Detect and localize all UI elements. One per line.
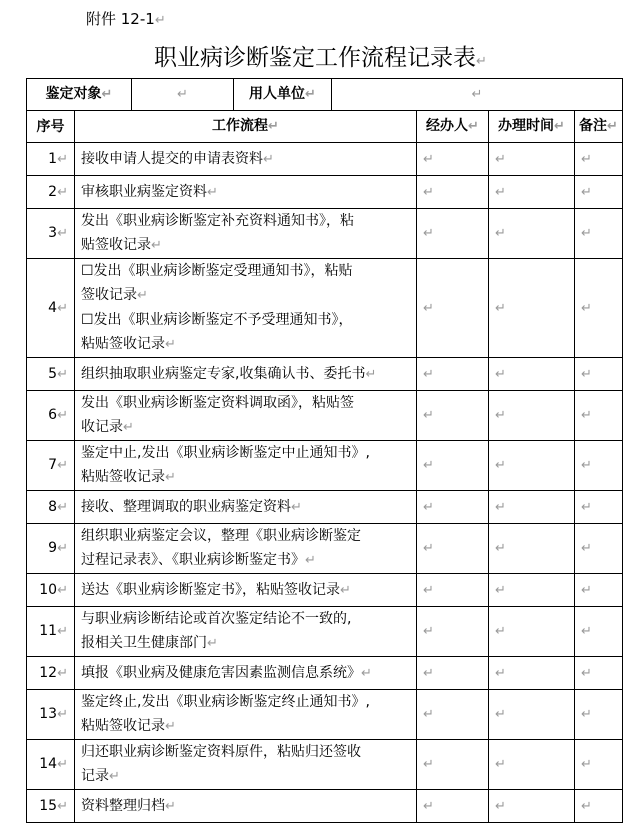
process-step: 填报《职业病及健康危害因素监测信息系统》↵ [75, 657, 417, 690]
time-cell[interactable]: ↵ [489, 441, 575, 491]
handler-cell[interactable]: ↵ [417, 209, 489, 259]
time-cell[interactable]: ↵ [489, 391, 575, 441]
table-row [27, 259, 623, 358]
handler-cell[interactable]: ↵ [417, 143, 489, 176]
row-number: 3↵ [27, 209, 75, 259]
process-step: 鉴定中止,发出《职业病诊断鉴定中止通知书》, 粘贴签收记录↵ [75, 441, 417, 491]
row-number: 6↵ [27, 391, 75, 441]
process-step: 资料整理归档↵ [75, 790, 417, 823]
row-number: 15↵ [27, 790, 75, 823]
time-cell[interactable]: ↵ [489, 790, 575, 823]
time-cell[interactable]: ↵ [489, 491, 575, 524]
note-cell[interactable]: ↵ [575, 690, 623, 740]
time-cell[interactable]: ↵ [489, 143, 575, 176]
time-cell[interactable]: ↵ [489, 176, 575, 209]
process-step: 归还职业病诊断鉴定资料原件，粘贴归还签收 记录↵ [75, 740, 417, 790]
table-row [27, 690, 623, 740]
handler-cell[interactable]: ↵ [417, 690, 489, 740]
time-cell[interactable]: ↵ [489, 524, 575, 574]
process-step: 与职业病诊断结论或首次鉴定结论不一致的, 报相关卫生健康部门↵ [75, 607, 417, 657]
handler-cell[interactable]: ↵ [417, 740, 489, 790]
employer-value-cell[interactable]: ↵ [332, 79, 623, 111]
process-step: ☐发出《职业病诊断鉴定受理通知书》，粘贴 签收记录↵ ☐发出《职业病诊断鉴定不予受理通知书》， 粘贴签收记录↵ [75, 259, 417, 358]
note-cell[interactable]: ↵ [575, 607, 623, 657]
time-cell[interactable]: ↵ [489, 607, 575, 657]
handler-cell[interactable]: ↵ [417, 607, 489, 657]
table-row [27, 524, 623, 574]
process-step: 审核职业病鉴定资料↵ [75, 176, 417, 209]
table-row [27, 391, 623, 441]
time-cell[interactable]: ↵ [489, 690, 575, 740]
row-number: 12↵ [27, 657, 75, 690]
table-row [27, 143, 623, 176]
col-header-process: 工作流程↵ [75, 111, 417, 143]
row-number: 11↵ [27, 607, 75, 657]
process-step: 发出《职业病诊断鉴定资料调取函》，粘贴签 收记录↵ [75, 391, 417, 441]
process-step: 接收、整理调取的职业病鉴定资料↵ [75, 491, 417, 524]
process-step: 鉴定终止,发出《职业病诊断鉴定终止通知书》, 粘贴签收记录↵ [75, 690, 417, 740]
process-step: 组织抽取职业病鉴定专家,收集确认书、委托书↵ [75, 358, 417, 391]
row-number: 5↵ [27, 358, 75, 391]
employer-label: 用人单位↵ [234, 79, 332, 111]
note-cell[interactable]: ↵ [575, 740, 623, 790]
process-step: 送达《职业病诊断鉴定书》，粘贴签收记录↵ [75, 574, 417, 607]
note-cell[interactable]: ↵ [575, 441, 623, 491]
table-row [27, 176, 623, 209]
time-cell[interactable]: ↵ [489, 574, 575, 607]
process-step: 组织职业病鉴定会议，整理《职业病诊断鉴定 过程记录表》、《职业病诊断鉴定书》↵ [75, 524, 417, 574]
handler-cell[interactable]: ↵ [417, 574, 489, 607]
table-row [27, 657, 623, 690]
handler-cell[interactable]: ↵ [417, 441, 489, 491]
note-cell[interactable]: ↵ [575, 176, 623, 209]
col-header-time: 办理时间↵ [489, 111, 575, 143]
subject-value-cell[interactable]: ↵ [132, 79, 234, 111]
handler-cell[interactable]: ↵ [417, 176, 489, 209]
row-number: 7↵ [27, 441, 75, 491]
table-row [27, 574, 623, 607]
handler-cell[interactable]: ↵ [417, 657, 489, 690]
handler-cell[interactable]: ↵ [417, 491, 489, 524]
note-cell[interactable]: ↵ [575, 524, 623, 574]
row-number: 2↵ [27, 176, 75, 209]
note-cell[interactable]: ↵ [575, 391, 623, 441]
table-row [27, 209, 623, 259]
time-cell[interactable]: ↵ [489, 657, 575, 690]
column-header-row [27, 111, 623, 143]
note-cell[interactable]: ↵ [575, 143, 623, 176]
note-cell[interactable]: ↵ [575, 574, 623, 607]
row-number: 14↵ [27, 740, 75, 790]
col-header-handler: 经办人↵ [417, 111, 489, 143]
workflow-table [26, 78, 623, 823]
row-number: 10↵ [27, 574, 75, 607]
time-cell[interactable]: ↵ [489, 259, 575, 358]
time-cell[interactable]: ↵ [489, 740, 575, 790]
table-row [27, 740, 623, 790]
process-step: 发出《职业病诊断鉴定补充资料通知书》，粘 贴签收记录↵ [75, 209, 417, 259]
note-cell[interactable]: ↵ [575, 491, 623, 524]
subject-label: 鉴定对象↵ [27, 79, 132, 111]
process-step: 接收申请人提交的申请表资料↵ [75, 143, 417, 176]
handler-cell[interactable]: ↵ [417, 391, 489, 441]
note-cell[interactable]: ↵ [575, 657, 623, 690]
note-cell[interactable]: ↵ [575, 358, 623, 391]
row-number: 1↵ [27, 143, 75, 176]
page-title: 职业病诊断鉴定工作流程记录表↵ [154, 45, 487, 71]
handler-cell[interactable]: ↵ [417, 259, 489, 358]
time-cell[interactable]: ↵ [489, 209, 575, 259]
attachment-label: 附件 12-1↵ [86, 10, 166, 28]
row-number: 9↵ [27, 524, 75, 574]
note-cell[interactable]: ↵ [575, 790, 623, 823]
table-row [27, 607, 623, 657]
note-cell[interactable]: ↵ [575, 209, 623, 259]
col-header-no: 序号 [27, 111, 75, 143]
table-row [27, 358, 623, 391]
note-cell[interactable]: ↵ [575, 259, 623, 358]
row-number: 4↵ [27, 259, 75, 358]
handler-cell[interactable]: ↵ [417, 524, 489, 574]
table-row [27, 441, 623, 491]
handler-cell[interactable]: ↵ [417, 790, 489, 823]
row-number: 13↵ [27, 690, 75, 740]
subject-row [27, 79, 623, 111]
table-row [27, 491, 623, 524]
col-header-note: 备注↵ [575, 111, 623, 143]
table-row [27, 790, 623, 823]
row-number: 8↵ [27, 491, 75, 524]
handler-cell[interactable]: ↵ [417, 358, 489, 391]
time-cell[interactable]: ↵ [489, 358, 575, 391]
